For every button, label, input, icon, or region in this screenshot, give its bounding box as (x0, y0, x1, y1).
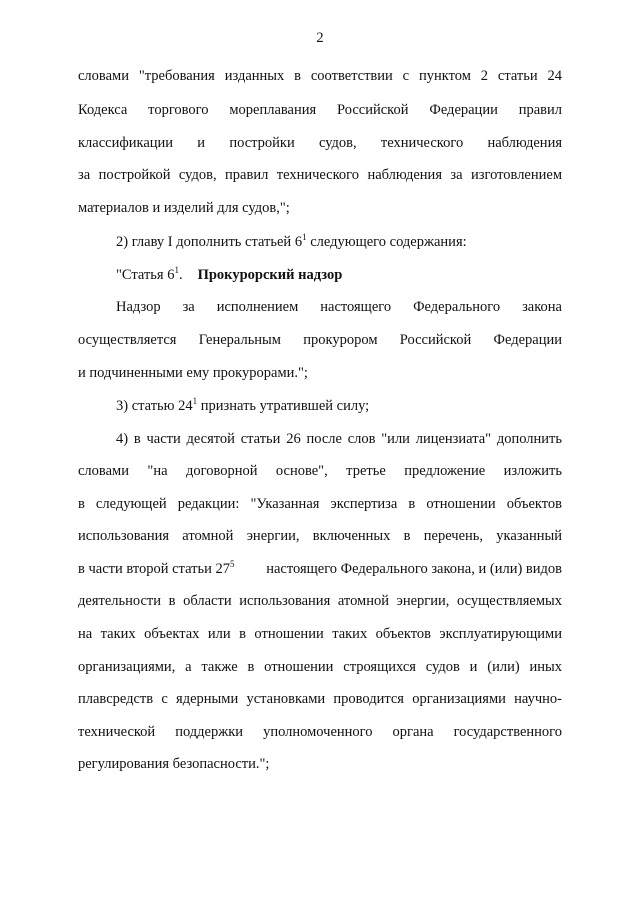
text-line: использования атомной энергии, включенных в перечень, указанный (78, 528, 562, 544)
text-line: регулирования безопасности."; (78, 756, 270, 772)
text-line: 4) в части десятой статьи 26 после слов "или лицензиата" дополнить (116, 431, 562, 447)
text-line: и подчиненными ему прокурорами."; (78, 365, 308, 381)
text-line: материалов и изделий для судов,"; (78, 200, 290, 216)
superscript: 5 (229, 559, 235, 569)
text-line: плавсредств с ядерными установками проводится организациями научно- (78, 691, 562, 707)
text-line: в следующей редакции: "Указанная экспертиза в отношении объектов (78, 496, 562, 512)
text-line: на таких объектах или в отношении таких объектов эксплуатирующими (78, 626, 562, 642)
superscript: 1 (302, 232, 307, 242)
text-run: в части второй статьи 27 (78, 561, 230, 577)
article-dot: . (178, 267, 183, 283)
text-run: настоящего Федерального закона, и (или) видов (266, 561, 562, 577)
text-line: за постройкой судов, правил технического наблюдения за изготовлением (78, 167, 562, 183)
text-line: словами "требования изданных в соответствии с пунктом 2 статьи 24 (78, 68, 562, 84)
text-line: осуществляется Генеральным прокурором Российской Федерации (78, 332, 562, 348)
text-line: классификации и постройки судов, технического наблюдения (78, 135, 562, 151)
text-run: признать утратившей силу; (197, 398, 370, 414)
item-2 (116, 233, 562, 251)
text-line (78, 560, 562, 578)
text-run: 2) главу I дополнить статьей 6 (116, 234, 303, 250)
article-heading (116, 266, 562, 284)
article-title: Прокурорский надзор (197, 267, 343, 283)
page-number: 2 (316, 30, 324, 46)
item-3 (116, 397, 562, 415)
text-run: следующего содержания: (306, 234, 467, 250)
text-line: технической поддержки уполномоченного органа государственного (78, 724, 562, 740)
text-line: организациями, а также в отношении строящихся судов и (или) иных (78, 659, 562, 675)
text-line: деятельности в области использования атомной энергии, осуществляемых (78, 593, 562, 609)
text-run: 3) статью 24 (116, 398, 193, 414)
superscript: 1 (174, 265, 179, 275)
superscript: 1 (192, 396, 198, 406)
text-line: Надзор за исполнением настоящего Федерального закона (116, 299, 562, 315)
article-label: "Статья 6 (116, 267, 175, 283)
text-line: Кодекса торгового мореплавания Российской Федерации правил (78, 102, 562, 118)
text-line: словами "на договорной основе", третье предложение изложить (78, 463, 562, 479)
text-run (78, 560, 234, 578)
